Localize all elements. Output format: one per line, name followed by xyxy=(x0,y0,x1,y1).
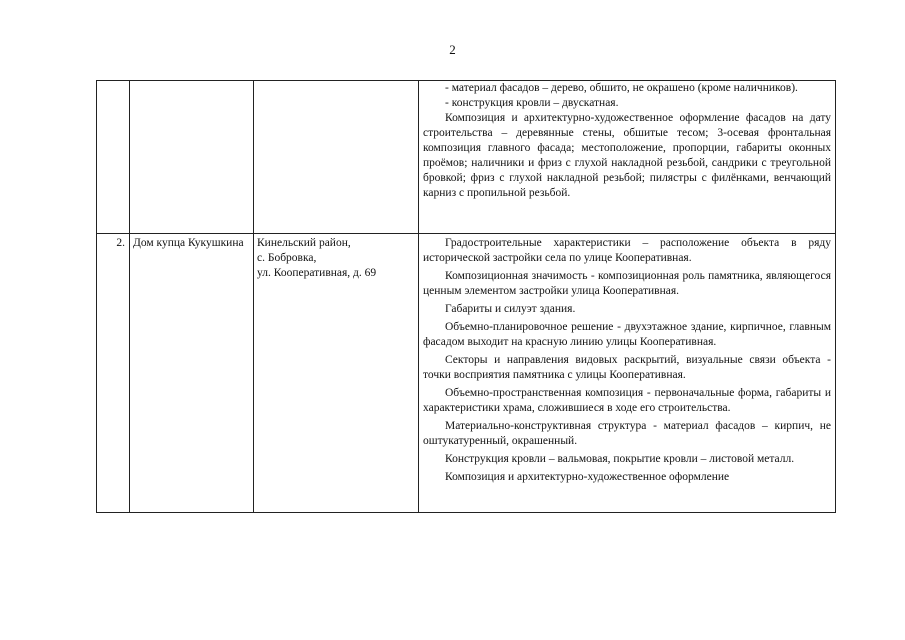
address-line: Кинельский район, xyxy=(257,237,351,249)
feature-paragraph: Объемно-планировочное решение - двухэтажное здание, кирпичное, главным фасадом выходит на красную линию улицы Кооперативная. xyxy=(423,321,831,348)
feature-paragraph: Градостроительные характеристики – расположение объекта в ряду исторической застройки села по улице Кооперативная. xyxy=(423,237,831,264)
object-name-cell xyxy=(130,81,254,234)
address-cell xyxy=(254,234,419,513)
protected-features-cell xyxy=(419,81,836,234)
page-number: 2 xyxy=(449,42,456,57)
row-number-cell: 2. xyxy=(97,234,130,513)
feature-paragraph: - конструкция кровли – двускатная. xyxy=(445,97,619,109)
address-line: ул. Кооперативная, д. 69 xyxy=(257,267,377,279)
table-row xyxy=(97,234,836,513)
feature-paragraph: Секторы и направления видовых раскрытий, визуальные связи объекта - точки восприятия памятника с улицы Кооперативная. xyxy=(423,354,831,381)
feature-paragraph: Габариты и силуэт здания. xyxy=(445,303,576,315)
feature-paragraph: Композиционная значимость - композиционная роль памятника, являющегося ценным элементом застройки улица Кооперативная. xyxy=(423,270,831,297)
heritage-objects-table xyxy=(96,80,836,513)
address-line: с. Бобровка, xyxy=(257,252,317,264)
feature-paragraph: Объемно-пространственная композиция - первоначальные форма, габариты и характеристики храма, сложившиеся в ходе его строительства. xyxy=(423,387,831,414)
address-cell xyxy=(254,81,419,234)
feature-paragraph: Композиция и архитектурно-художественное оформление xyxy=(445,471,730,483)
feature-paragraph: Материально-конструктивная структура - материал фасадов – кирпич, не оштукатуренный, окрашенный. xyxy=(423,420,831,447)
object-name-cell: Дом купца Кукушкина xyxy=(130,234,254,513)
protected-features-cell xyxy=(419,234,836,513)
feature-paragraph: Конструкция кровли – вальмовая, покрытие кровли – листовой металл. xyxy=(445,453,795,465)
feature-paragraph: Композиция и архитектурно-художественное оформление фасадов на дату строительства – деревянные стены, обшитые тесом; 3-осевая фронтальная композиция главного фасада; местоположение, пропорции, габариты оконных проёмов; наличники и фриз с глухой накладной резьбой, сандрики с треугольной бровкой; фриз с глухой накладной резьбой; пилястры с филёнками, венчающий карниз с пропильной резьбой. xyxy=(423,112,831,199)
row-number-cell xyxy=(97,81,130,234)
feature-paragraph: - материал фасадов – дерево, обшито, не окрашено (кроме наличников). xyxy=(445,82,798,94)
table-row xyxy=(97,81,836,234)
